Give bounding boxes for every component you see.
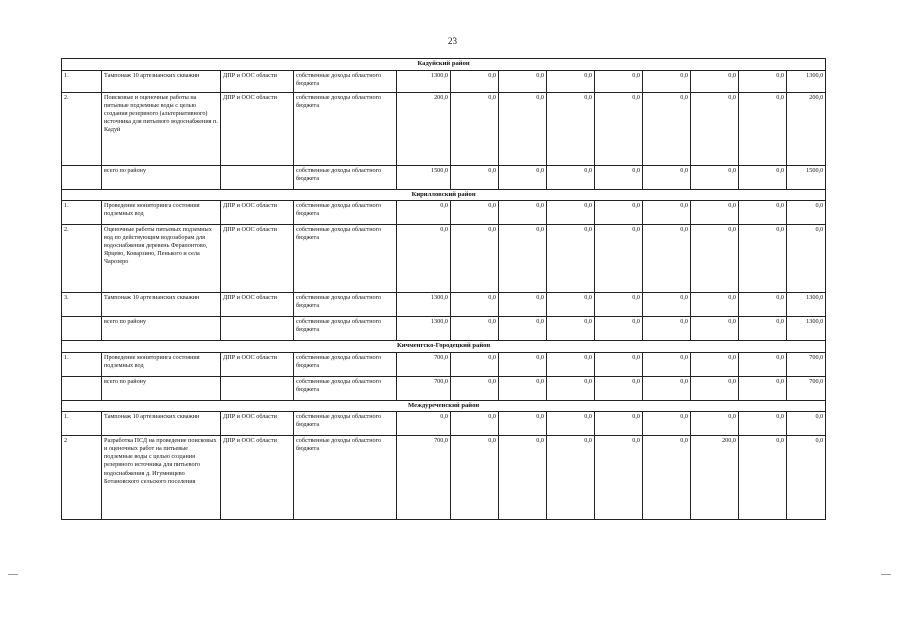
measure-name: Проведение мониторинга состояния подземных вод (102, 201, 221, 225)
row-number: 1. (62, 352, 102, 376)
amount-cell: 0,0 (595, 317, 643, 341)
measure-name: Оценочные работы питьевых подземных вод по действующим водозаборам для водоснабжения деревень Ферапонтово, Ярцево, Коварзино, Пенького и села Чарозеро (102, 225, 221, 293)
amount-cell: 200,0 (787, 92, 826, 165)
funding-source: собственные доходы областного бюджета (294, 293, 397, 317)
executor (221, 317, 294, 341)
amount-cell: 0,0 (595, 165, 643, 189)
measure-name: Разработка ПСД на проведение поисковых и оценочных работ на питьевые подземные воды с целью создания резервного источника для питьевого водоснабжения д. Игумницево Ботановского сельского поселения (102, 436, 221, 520)
row-number: 1. (62, 412, 102, 436)
amount-cell: 0,0 (595, 293, 643, 317)
measure-name: Тампонаж 10 артезианских скважин (102, 412, 221, 436)
district-name: Междуреченский район (62, 400, 826, 412)
row-number (62, 165, 102, 189)
executor (221, 376, 294, 400)
amount-cell: 0,0 (691, 317, 739, 341)
amount-cell: 0,0 (643, 317, 691, 341)
district-header-row (62, 341, 826, 353)
amount-cell: 0,0 (547, 436, 595, 520)
amount-cell: 0,0 (787, 225, 826, 293)
amount-cell: 0,0 (691, 92, 739, 165)
funding-source: собственные доходы областного бюджета (294, 70, 397, 92)
amount-cell: 0,0 (397, 201, 451, 225)
amount-cell: 0,0 (787, 201, 826, 225)
amount-cell: 0,0 (595, 376, 643, 400)
amount-cell: 200,0 (691, 436, 739, 520)
row-number: 3. (62, 293, 102, 317)
row-number: 1. (62, 201, 102, 225)
amount-cell: 0,0 (643, 293, 691, 317)
amount-cell: 0,0 (739, 225, 787, 293)
executor: ДПР и ООС области (221, 412, 294, 436)
table-row (62, 201, 826, 225)
amount-cell: 0,0 (739, 352, 787, 376)
amount-cell: 0,0 (499, 317, 547, 341)
table-row (62, 412, 826, 436)
amount-cell: 0,0 (643, 436, 691, 520)
scan-artifact-left (8, 574, 18, 575)
amount-cell: 0,0 (547, 412, 595, 436)
amount-cell: 0,0 (547, 70, 595, 92)
amount-cell: 0,0 (691, 412, 739, 436)
amount-cell: 0,0 (547, 201, 595, 225)
table-row (62, 293, 826, 317)
amount-cell: 1300,0 (787, 70, 826, 92)
funding-source: собственные доходы областного бюджета (294, 92, 397, 165)
amount-cell: 0,0 (451, 92, 499, 165)
budget-table (61, 58, 826, 520)
funding-source: собственные доходы областного бюджета (294, 412, 397, 436)
amount-cell: 0,0 (739, 376, 787, 400)
amount-cell: 0,0 (691, 376, 739, 400)
row-number: 1. (62, 70, 102, 92)
executor: ДПР и ООС области (221, 293, 294, 317)
amount-cell: 0,0 (547, 293, 595, 317)
amount-cell: 0,0 (397, 412, 451, 436)
amount-cell: 0,0 (739, 317, 787, 341)
row-number (62, 376, 102, 400)
table-row (62, 70, 826, 92)
row-number: 2 (62, 436, 102, 520)
funding-source: собственные доходы областного бюджета (294, 165, 397, 189)
amount-cell: 0,0 (691, 352, 739, 376)
measure-name: всего по району (102, 165, 221, 189)
amount-cell: 0,0 (499, 376, 547, 400)
amount-cell: 0,0 (499, 92, 547, 165)
amount-cell: 0,0 (691, 70, 739, 92)
amount-cell: 0,0 (643, 70, 691, 92)
measure-name: Проведение мониторинга состояния подземных вод (102, 352, 221, 376)
amount-cell: 0,0 (787, 412, 826, 436)
amount-cell: 0,0 (451, 317, 499, 341)
amount-cell: 0,0 (643, 92, 691, 165)
amount-cell: 0,0 (547, 165, 595, 189)
district-name: Кирилловский район (62, 189, 826, 201)
amount-cell: 0,0 (499, 352, 547, 376)
funding-source: собственные доходы областного бюджета (294, 317, 397, 341)
executor: ДПР и ООС области (221, 201, 294, 225)
amount-cell: 0,0 (787, 436, 826, 520)
amount-cell: 0,0 (739, 412, 787, 436)
amount-cell: 0,0 (739, 165, 787, 189)
amount-cell: 0,0 (547, 352, 595, 376)
amount-cell: 0,0 (499, 436, 547, 520)
district-header-row (62, 189, 826, 201)
executor: ДПР и ООС области (221, 92, 294, 165)
amount-cell: 1300,0 (397, 70, 451, 92)
district-total-row (62, 376, 826, 400)
amount-cell: 200,0 (397, 92, 451, 165)
amount-cell: 0,0 (595, 225, 643, 293)
amount-cell: 0,0 (499, 225, 547, 293)
amount-cell: 700,0 (787, 352, 826, 376)
measure-name: Тампонаж 10 артезианских скважин (102, 293, 221, 317)
district-header-row (62, 59, 826, 71)
amount-cell: 0,0 (691, 165, 739, 189)
page-number: 23 (448, 36, 457, 46)
amount-cell: 0,0 (691, 293, 739, 317)
amount-cell: 0,0 (499, 412, 547, 436)
amount-cell: 0,0 (547, 92, 595, 165)
amount-cell: 0,0 (547, 376, 595, 400)
amount-cell: 0,0 (595, 436, 643, 520)
amount-cell: 700,0 (397, 436, 451, 520)
amount-cell: 0,0 (595, 352, 643, 376)
amount-cell: 0,0 (739, 92, 787, 165)
amount-cell: 0,0 (547, 225, 595, 293)
amount-cell: 0,0 (451, 412, 499, 436)
amount-cell: 0,0 (643, 165, 691, 189)
measure-name: Поисковые и оценочные работы на питьевые подземные воды с целью создания резервного (альтернативного) источника для питьевого водоснабжения п. Кадуй (102, 92, 221, 165)
amount-cell: 0,0 (643, 352, 691, 376)
district-total-row (62, 165, 826, 189)
district-total-row (62, 317, 826, 341)
executor: ДПР и ООС области (221, 352, 294, 376)
table-row (62, 352, 826, 376)
scan-artifact-right (881, 574, 891, 575)
amount-cell: 0,0 (739, 201, 787, 225)
table-row (62, 436, 826, 520)
funding-source: собственные доходы областного бюджета (294, 436, 397, 520)
executor: ДПР и ООС области (221, 225, 294, 293)
amount-cell: 0,0 (451, 201, 499, 225)
amount-cell: 0,0 (451, 293, 499, 317)
table-row (62, 225, 826, 293)
amount-cell: 1300,0 (787, 317, 826, 341)
amount-cell: 0,0 (739, 70, 787, 92)
row-number: 2. (62, 225, 102, 293)
amount-cell: 0,0 (451, 436, 499, 520)
amount-cell: 1300,0 (397, 293, 451, 317)
amount-cell: 700,0 (787, 376, 826, 400)
amount-cell: 0,0 (739, 293, 787, 317)
amount-cell: 0,0 (499, 70, 547, 92)
row-number: 2. (62, 92, 102, 165)
amount-cell: 1500,0 (397, 165, 451, 189)
amount-cell: 0,0 (397, 225, 451, 293)
amount-cell: 0,0 (451, 165, 499, 189)
amount-cell: 700,0 (397, 376, 451, 400)
amount-cell: 0,0 (595, 412, 643, 436)
amount-cell: 0,0 (739, 436, 787, 520)
executor: ДПР и ООС области (221, 70, 294, 92)
amount-cell: 0,0 (691, 201, 739, 225)
funding-source: собственные доходы областного бюджета (294, 201, 397, 225)
amount-cell: 0,0 (451, 376, 499, 400)
amount-cell: 0,0 (451, 70, 499, 92)
amount-cell: 0,0 (499, 201, 547, 225)
funding-source: собственные доходы областного бюджета (294, 225, 397, 293)
amount-cell: 0,0 (643, 412, 691, 436)
amount-cell: 0,0 (595, 70, 643, 92)
district-header-row (62, 400, 826, 412)
measure-name: всего по району (102, 317, 221, 341)
district-name: Кичменгско-Городецкий район (62, 341, 826, 353)
district-name: Кадуйский район (62, 59, 826, 71)
amount-cell: 700,0 (397, 352, 451, 376)
amount-cell: 0,0 (643, 225, 691, 293)
amount-cell: 0,0 (499, 165, 547, 189)
amount-cell: 0,0 (547, 317, 595, 341)
executor: ДПР и ООС области (221, 436, 294, 520)
amount-cell: 1300,0 (787, 293, 826, 317)
amount-cell: 0,0 (595, 92, 643, 165)
funding-source: собственные доходы областного бюджета (294, 352, 397, 376)
amount-cell: 0,0 (643, 376, 691, 400)
amount-cell: 0,0 (595, 201, 643, 225)
amount-cell: 0,0 (451, 352, 499, 376)
amount-cell: 0,0 (499, 293, 547, 317)
amount-cell: 0,0 (451, 225, 499, 293)
amount-cell: 1300,0 (397, 317, 451, 341)
measure-name: всего по району (102, 376, 221, 400)
executor (221, 165, 294, 189)
amount-cell: 0,0 (643, 201, 691, 225)
measure-name: Тампонаж 10 артезианских скважин (102, 70, 221, 92)
funding-source: собственные доходы областного бюджета (294, 376, 397, 400)
amount-cell: 1500,0 (787, 165, 826, 189)
amount-cell: 0,0 (691, 225, 739, 293)
row-number (62, 317, 102, 341)
table-row (62, 92, 826, 165)
